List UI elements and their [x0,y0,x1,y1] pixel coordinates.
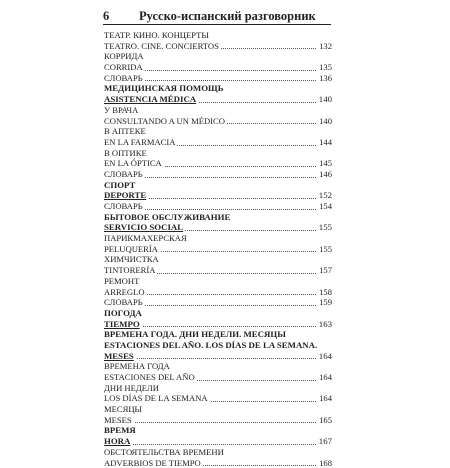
toc-entry [104,458,332,468]
toc-entry [104,51,332,62]
toc-entry-text: TINTORERÍA [104,265,157,275]
toc-entry [104,105,332,116]
toc-entry [104,372,332,383]
toc-entry [104,265,332,276]
toc-entry-text: ARREGLO [104,287,147,297]
toc-entry [104,254,332,265]
toc-entry [104,308,332,319]
toc-entry-text: КОРРИДА [104,51,146,61]
toc-entry [104,169,332,180]
toc-entry-text: ТЕАТР. КИНО. КОНЦЕРТЫ [104,30,211,40]
book-title: Русско-испанский разговорник [139,8,316,24]
toc-entry [104,116,332,127]
toc-entry [104,415,332,426]
toc-entry-text: ОБСТОЯТЕЛЬСТВА ВРЕМЕНИ [104,447,226,457]
toc-page-number: 154 [317,201,332,212]
dot-leader [104,422,316,423]
toc-entry-text: LOS DÍAS DE LA SEMANA [104,393,210,403]
toc-entry-text: DEPORTE [104,190,148,200]
toc-entry-text: СЛОВАРЬ [104,73,145,83]
toc-page-number: 152 [317,190,332,201]
toc-entry-text: У ВРАЧА [104,105,140,115]
toc-entry-text: СПОРТ [104,180,137,190]
toc-page-number: 146 [317,169,332,180]
toc-entry [104,30,332,41]
toc-page-number: 158 [317,287,332,298]
toc-page-number: 164 [317,351,332,362]
toc-entry [104,62,332,73]
toc-entry-text: ВРЕМЯ [104,425,138,435]
toc-entry [104,190,332,201]
toc-entry [104,83,332,94]
toc-entry-text: БЫТОВОЕ ОБСЛУЖИВАНИЕ [104,212,232,222]
toc-page-number: 164 [317,393,332,404]
toc-page-number: 159 [317,297,332,308]
toc-entry-text: ESTACIONES DEL AÑO. LOS DÍAS DE LA SEMANA. [104,340,319,350]
toc-entry-text: В ОПТИКЕ [104,148,149,158]
toc-entry [104,351,332,362]
toc-entry [104,319,332,330]
toc-entry-text: СЛОВАРЬ [104,297,145,307]
toc-entry-text: EN LA FARMACIA [104,137,177,147]
toc-entry-text: СЛОВАРЬ [104,169,145,179]
toc-entry-text: ПОГОДА [104,308,144,318]
toc-entry-text: TIEMPO [104,319,142,329]
toc-entry-text: ХИМЧИСТКА [104,254,161,264]
page-number: 6 [103,8,109,24]
toc-page-number: 155 [317,222,332,233]
toc-entry-text: ПАРИКМАХЕРСКАЯ [104,233,189,243]
toc-entry [104,212,332,223]
toc-page-number: 157 [317,265,332,276]
dot-leader [104,444,316,445]
toc-entry-text: ESTACIONES DEL AÑO [104,372,197,382]
table-of-contents [104,30,332,468]
toc-entry-text: ВРЕМЕНА ГОДА. ДНИ НЕДЕЛИ. МЕСЯЦЫ [104,329,288,339]
toc-entry [104,393,332,404]
toc-entry [104,297,332,308]
toc-entry [104,436,332,447]
toc-entry [104,425,332,436]
toc-entry [104,73,332,84]
toc-entry-text: CONSULTANDO A UN MÉDICO [104,116,227,126]
toc-entry [104,137,332,148]
toc-entry-text: TEATRO. CINE. CONCIERTOS [104,41,221,51]
toc-page-number: 164 [317,372,332,383]
running-header [103,8,331,25]
toc-entry-text: HORA [104,436,132,446]
toc-entry-text: В АПТЕКЕ [104,126,148,136]
toc-page-number: 135 [317,62,332,73]
toc-entry-text: ADVERBIOS DE TIEMPO [104,458,203,468]
toc-entry [104,148,332,159]
toc-entry-text: РЕМОНТ [104,276,141,286]
toc-entry-text: ДНИ НЕДЕЛИ [104,383,161,393]
toc-entry-text: МЕСЯЦЫ [104,404,144,414]
toc-entry [104,201,332,212]
toc-entry [104,287,332,298]
toc-entry [104,126,332,137]
toc-entry [104,41,332,52]
toc-entry [104,404,332,415]
toc-entry [104,222,332,233]
toc-page-number: 168 [317,458,332,468]
toc-page-number: 155 [317,244,332,255]
toc-page-number: 167 [317,436,332,447]
toc-entry [104,276,332,287]
toc-entry-text: ASISTENCIA MÉDICA [104,94,198,104]
toc-entry-text: СЛОВАРЬ [104,201,145,211]
toc-entry-text: MESES [104,415,134,425]
toc-page-number: 163 [317,319,332,330]
toc-page-number: 140 [317,116,332,127]
toc-entry-text: SERVICIO SOCIAL [104,222,185,232]
toc-page-number: 145 [317,158,332,169]
toc-page-number: 140 [317,94,332,105]
toc-entry-text: MESES [104,351,136,361]
toc-entry [104,244,332,255]
toc-entry [104,180,332,191]
toc-entry-text: CORRIDA [104,62,145,72]
toc-entry [104,383,332,394]
toc-entry [104,340,332,351]
toc-entry [104,329,332,340]
toc-entry [104,94,332,105]
toc-entry-text: PELUQUERÍA [104,244,160,254]
toc-entry-text: EN LA ÓPTICA [104,158,164,168]
toc-entry-text: ВРЕМЕНА ГОДА [104,361,172,371]
toc-entry [104,158,332,169]
toc-page-number: 165 [317,415,332,426]
toc-entry [104,361,332,372]
toc-entry [104,447,332,458]
toc-page-number: 132 [317,41,332,52]
toc-page-number: 144 [317,137,332,148]
toc-entry [104,233,332,244]
toc-page-number: 136 [317,73,332,84]
toc-entry-text: МЕДИЦИНСКАЯ ПОМОЩЬ [104,83,226,93]
